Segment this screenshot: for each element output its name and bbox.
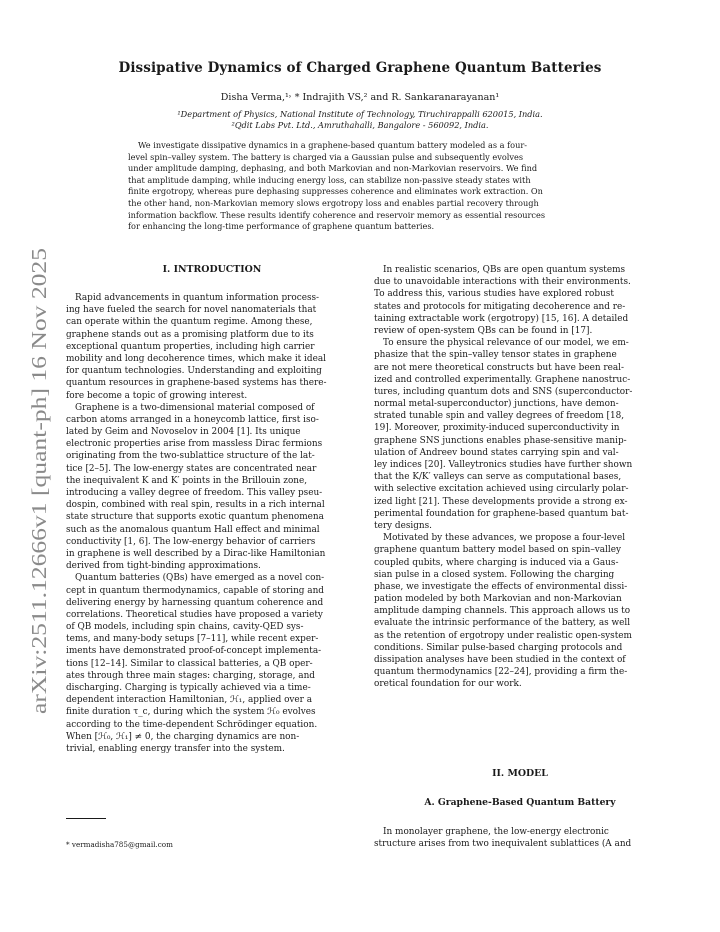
abstract-line: information backflow. These results identify coherence and reservoir memory as essential resources	[128, 209, 546, 220]
text-line: graphene stands out as a promising platform due to its	[66, 329, 314, 340]
abstract-line: finite ergotropy, whereas pure dephasing suppresses coherence and eliminates work extraction. On	[128, 186, 543, 197]
text-line: states and protocols for mitigating decoherence and re-	[374, 301, 626, 312]
text-line: To address this, various studies have explored robust	[374, 289, 614, 300]
text-line: pation modeled by both Markovian and non-Markovian	[374, 594, 622, 605]
text-line: structure arises from two inequivalent sublattices (A and	[374, 839, 632, 850]
text-line: sian pulse in a closed system. Following the charging	[374, 569, 615, 580]
text-line: according to the time-dependent Schrödinger equation.	[66, 719, 318, 730]
text-line: phasize that the spin–valley tensor states in graphene	[374, 350, 617, 361]
text-line: ulation of Andreev bound states carrying spin and val-	[374, 447, 619, 458]
text-line: normal metal-superconductor) junctions, have demon-	[374, 399, 619, 410]
text-line: phase, we investigate the effects of environmental dissi-	[374, 581, 628, 592]
text-line: Graphene is a two-dimensional material composed of	[75, 402, 315, 413]
text-line: delivering energy by harnessing quantum coherence and	[66, 597, 324, 608]
text-line: ates through three main stages: charging, storage, and	[66, 670, 315, 681]
section-heading-introduction: I. INTRODUCTION	[162, 264, 262, 275]
text-line: introducing a valley degree of freedom. This valley pseu-	[66, 488, 323, 498]
text-line: can operate within the quantum regime. Among these,	[66, 317, 313, 328]
text-line: state structure that supports exotic quantum phenomena	[66, 512, 324, 523]
abstract-line: under amplitude damping, dephasing, and both Markovian and non-Markovian reservoirs. We find	[128, 163, 538, 174]
text-line: In monolayer graphene, the low-energy electronic	[383, 827, 609, 837]
text-line: perimental foundation for graphene-based quantum bat-	[374, 508, 629, 519]
text-line: conditions. Similar pulse-based charging protocols and	[374, 642, 623, 653]
text-line: ing have fueled the search for novel nanomaterials that	[66, 305, 317, 316]
text-line: dissipation analyses have been studied in the context of	[374, 655, 626, 665]
text-line: ized and controlled experimentally. Graphene nanostruc-	[374, 374, 631, 385]
text-line: dependent interaction Hamiltonian, ℋ₁, applied over a	[66, 695, 313, 706]
paper-title: Dissipative Dynamics of Charged Graphene Quantum Batteries	[118, 60, 602, 76]
text-line: originating from the two-sublattice structure of the lat-	[66, 451, 315, 462]
text-line: discharging. Charging is typically achieved via a time-	[66, 683, 311, 693]
arxiv-side-stamp	[10, 246, 58, 716]
text-line: To ensure the physical relevance of our model, we em-	[383, 338, 629, 349]
text-line: tures, including quantum dots and SNS (superconductor-	[374, 386, 633, 397]
text-line: 19]. Moreover, proximity-induced superconductivity in	[374, 423, 620, 434]
text-line: review of open-system QBs can be found in [17].	[374, 325, 593, 336]
affiliation-1: ¹Department of Physics, National Institute of Technology, Tiruchirappalli 620015, India.	[177, 109, 543, 119]
right-column-tail	[374, 826, 666, 850]
text-line: due to unavoidable interactions with their environments.	[374, 277, 631, 288]
text-line: with selective excitation achieved using circularly polar-	[374, 484, 629, 495]
text-line: ized light [21]. These developments provide a strong ex-	[374, 496, 628, 507]
text-line: such as the anomalous quantum Hall effect and minimal	[66, 524, 320, 535]
footnote-email: * vermadisha785@gmail.com	[66, 840, 173, 849]
text-line: tems, and many-body setups [7–11], while recent exper-	[66, 634, 319, 645]
text-line: ley indices [20]. Valleytronics studies have further shown	[374, 460, 633, 470]
section-heading-model: II. MODEL	[492, 768, 548, 779]
text-line: quantum thermodynamics [22–24], providing a firm the-	[374, 667, 628, 678]
text-line: carbon atoms arranged in a honeycomb lattice, first iso-	[66, 414, 319, 425]
text-line: trivial, enabling energy transfer into the system.	[66, 743, 285, 754]
text-line: as the retention of ergotropy under realistic open-system	[374, 630, 632, 641]
abstract-line: the other hand, non-Markovian memory slows ergotropy loss and enables partial recovery through	[128, 197, 539, 208]
text-line: graphene quantum battery model based on spin–valley	[374, 545, 622, 556]
text-line: exceptional quantum properties, including high carrier	[66, 341, 315, 352]
text-line: tice [2–5]. The low-energy states are concentrated near	[66, 463, 317, 474]
text-line: in graphene is well described by a Dirac-like Hamiltonian	[66, 548, 326, 559]
text-line: fore become a topic of growing interest.	[66, 390, 248, 401]
text-line: graphene SNS junctions enables phase-sensitive manip-	[374, 435, 627, 446]
text-line: oretical foundation for our work.	[374, 679, 522, 690]
text-line: quantum resources in graphene-based systems has there-	[66, 378, 327, 389]
text-line: tery designs.	[374, 520, 432, 531]
text-line: amplitude damping channels. This approach allows us to	[374, 606, 631, 617]
abstract-line: We investigate dissipative dynamics in a graphene-based quantum battery modeled as a four-	[138, 140, 528, 150]
footnote-rule	[66, 818, 106, 819]
text-line: mobility and long decoherence times, which make it ideal	[66, 353, 326, 364]
text-line: conductivity [1, 6]. The low-energy behavior of carriers	[66, 536, 316, 547]
text-line: dospin, combined with real spin, results in a rich internal	[66, 500, 325, 511]
text-line: strated tunable spin and valley degrees of freedom [18,	[374, 411, 625, 422]
text-line: of QB models, including spin chains, cavity-QED sys-	[66, 622, 304, 633]
abstract-line: level spin–valley system. The battery is charged via a Gaussian pulse and subsequently evolves	[128, 151, 524, 162]
text-line: When [ℋ₀, ℋ₁] ≠ 0, the charging dynamics are non-	[66, 731, 300, 742]
text-line: Rapid advancements in quantum information process-	[75, 293, 320, 303]
text-line: finite duration τ_c, during which the system ℋ₀ evolves	[66, 707, 316, 718]
abstract-line: that amplitude damping, while inducing energy loss, can stabilize non-passive steady states with	[128, 174, 531, 185]
text-line: iments have demonstrated proof-of-concept implementa-	[66, 646, 322, 657]
text-line: are not mere theoretical constructs but have been real-	[374, 362, 624, 373]
text-line: the inequivalent K and K′ points in the Brillouin zone,	[66, 475, 308, 486]
text-line: tions [12–14]. Similar to classical batteries, a QB oper-	[66, 658, 313, 669]
affiliation-2: ²Qdit Labs Pvt. Ltd., Amruthahalli, Bangalore - 560092, India.	[231, 120, 489, 130]
text-line: Quantum batteries (QBs) have emerged as a novel con-	[75, 573, 325, 584]
subsection-heading-graphene-battery: A. Graphene-Based Quantum Battery	[424, 797, 616, 808]
text-line: evaluate the intrinsic performance of the battery, as well	[374, 618, 631, 629]
arxiv-stamp-text: arXiv:2511.12666v1 [quant-ph] 16 Nov 2025	[27, 331, 51, 714]
left-column-text	[66, 292, 358, 755]
text-line: correlations. Theoretical studies have proposed a variety	[66, 609, 323, 620]
text-line: electronic properties arise from massless Dirac fermions	[66, 439, 323, 450]
author-list: Disha Verma,¹˒ * Indrajith VS,² and R. Sankaranarayanan¹	[220, 92, 500, 103]
text-line: derived from tight-binding approximations.	[66, 561, 261, 572]
text-line: taining extractable work (ergotropy) [15, 16]. A detailed	[374, 313, 629, 324]
text-line: for quantum technologies. Understanding and exploiting	[66, 366, 322, 377]
text-line: coupled qubits, where charging is induced via a Gaus-	[374, 557, 619, 568]
text-line: that the K/K′ valleys can serve as computational bases,	[374, 472, 622, 483]
text-line: cept in quantum thermodynamics, capable of storing and	[66, 585, 324, 596]
abstract	[128, 140, 598, 233]
text-line: lated by Geim and Novoselov in 2004 [1]. Its unique	[66, 427, 301, 438]
right-column-text	[374, 264, 666, 691]
text-line: In realistic scenarios, QBs are open quantum systems	[383, 265, 626, 275]
abstract-line: for enhancing the long-time performance of graphene quantum batteries.	[128, 221, 435, 232]
text-line: Motivated by these advances, we propose a four-level	[383, 533, 626, 544]
